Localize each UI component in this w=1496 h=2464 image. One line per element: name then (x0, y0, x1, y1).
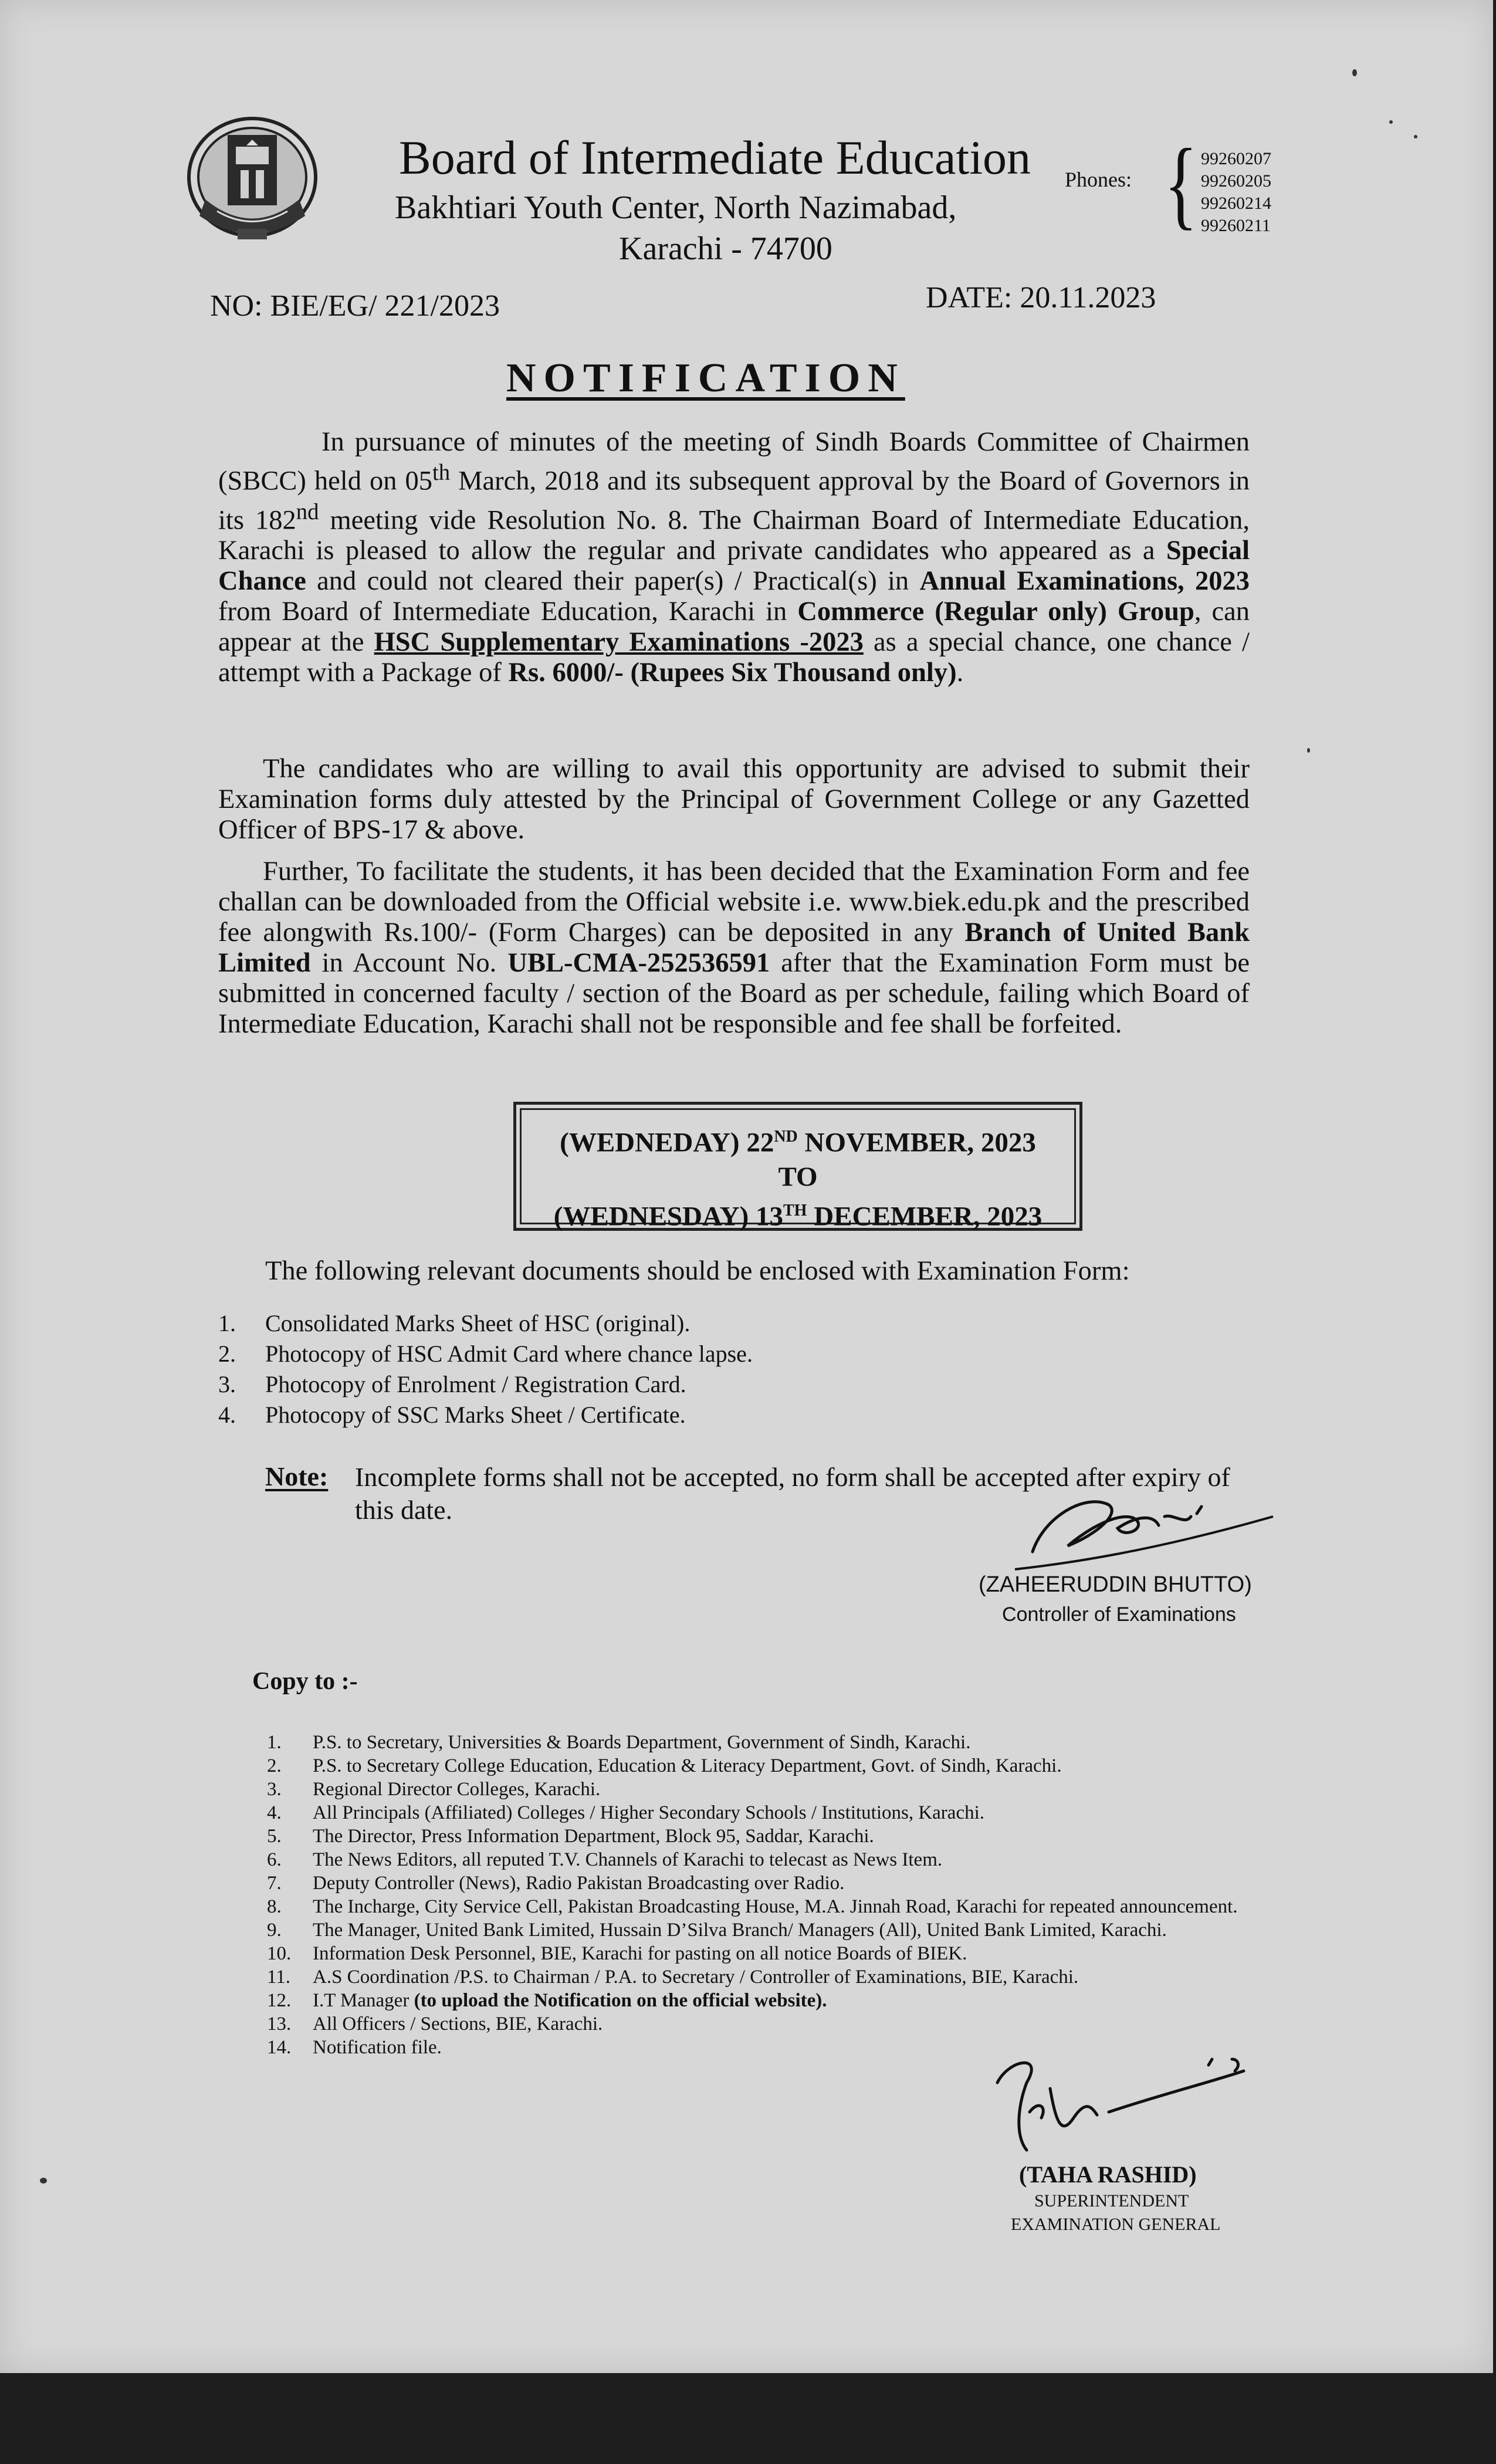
phones-label: Phones: (1065, 168, 1132, 191)
paragraph-2: The candidates who are willing to avail this opportunity are advised to submit their Examination forms duly attested by the Principal of Government College or any Gazetted Officer of BPS-17 & above. (218, 754, 1250, 845)
notification-title: NOTIFICATION (506, 356, 905, 401)
scan-speck (1352, 69, 1357, 76)
list-item: 2. P.S. to Secretary College Education, Education & Literacy Department, Govt. of Sindh, Karachi. (267, 1755, 1062, 1776)
copy-to-heading: Copy to :- (252, 1668, 358, 1695)
superintendent-title: SUPERINTENDENT (1034, 2191, 1189, 2211)
list-item: 6. The News Editors, all reputed T.V. Channels of Karachi to telecast as News Item. (267, 1849, 943, 1870)
reference-date: DATE: 20.11.2023 (926, 281, 1156, 314)
list-item: 10. Information Desk Personnel, BIE, Karachi for pasting on all notice Boards of BIEK. (267, 1943, 967, 1964)
list-item: 1. Consolidated Marks Sheet of HSC (original). (218, 1310, 691, 1336)
list-item: 1. P.S. to Secretary, Universities & Boards Department, Government of Sindh, Karachi. (267, 1732, 971, 1753)
superintendent-name: (TAHA RASHID) (1019, 2161, 1197, 2188)
paragraph-1: In pursuance of minutes of the meeting of Sindh Boards Committee of Chairmen (SBCC) held on 05th March, 2018 and its subsequent approval by the Board of Governors in its 182nd meeting vide Resolution No. 8. The Chairman Board of Intermediate Education, Karachi is pleased to allow the regular and private candidates who appeared as a Special Chance and could not cleared their paper(s) / Practical(s) in Annual Examinations, 2023 from Board of Intermediate Education, Karachi in Commerce (Regular only) Group, can appear at the HSC Supplementary Examinations -2023 as a special chance, one chance / attempt with a Package of Rs. 6000/- (Rupees Six Thousand only). (218, 427, 1250, 688)
schedule-to: TO (778, 1161, 818, 1192)
list-item: 2. Photocopy of HSC Admit Card where chance lapse. (218, 1341, 753, 1367)
controller-name: (ZAHEERUDDIN BHUTTO) (979, 1572, 1252, 1597)
superintendent-signature (974, 2047, 1255, 2165)
controller-signature (997, 1481, 1291, 1587)
board-name: Board of Intermediate Education (399, 131, 1031, 184)
scan-speck (1414, 135, 1417, 138)
list-item: 11. A.S Coordination /P.S. to Chairman / P.A. to Secretary / Controller of Examinations, BIE, Karachi. (267, 1967, 1079, 1988)
controller-title: Controller of Examinations (1002, 1603, 1236, 1626)
scan-speck (1307, 748, 1310, 753)
list-item: 3. Photocopy of Enrolment / Registration Card. (218, 1371, 686, 1397)
paragraph-3: Further, To facilitate the students, it has been decided that the Examination Form and fee challan can be downloaded from the Official website i.e. www.biek.edu.pk and the prescribed fee alongwith Rs.100/- (Form Charges) can be deposited in any Branch of United Bank Limited in Account No. UBL-CMA-252536591 after that the Examination Form must be submitted in concerned faculty / section of the Board as per schedule, failing which Board of Intermediate Education, Karachi shall not be responsible and fee shall be forfeited. (218, 857, 1250, 1039)
scan-speck (1389, 120, 1393, 124)
scan-background (0, 2373, 1496, 2464)
note-text: Incomplete forms shall not be accepted, no form shall be accepted after expiry of this date. (355, 1462, 1230, 1525)
list-item: 8. The Incharge, City Service Cell, Pakistan Broadcasting House, M.A. Jinnah Road, Karachi for repeated announcement. (267, 1896, 1238, 1917)
phone-number: 99260205 (1201, 171, 1271, 191)
list-item: 14. Notification file. (267, 2037, 442, 2058)
phone-number: 99260211 (1201, 216, 1271, 235)
phone-number: 99260214 (1201, 194, 1271, 213)
address-line-2: Karachi - 74700 (619, 231, 832, 267)
board-emblem-logo (182, 111, 323, 258)
list-item: 5. The Director, Press Information Department, Block 95, Saddar, Karachi. (267, 1826, 874, 1847)
list-item: 7. Deputy Controller (News), Radio Pakistan Broadcasting over Radio. (267, 1873, 845, 1894)
reference-number: NO: BIE/EG/ 221/2023 (210, 289, 500, 323)
schedule-end: (WEDNESDAY) 13TH DECEMBER, 2023 (553, 1201, 1043, 1232)
schedule-start: (WEDNEDAY) 22ND NOVEMBER, 2023 (560, 1127, 1036, 1158)
scan-speck (40, 2178, 47, 2184)
list-item: 3. Regional Director Colleges, Karachi. (267, 1779, 601, 1800)
address-line-1: Bakhtiari Youth Center, North Nazimabad, (395, 189, 957, 226)
list-item: 13. All Officers / Sections, BIE, Karachi. (267, 2013, 603, 2035)
schedule-date-box (513, 1102, 1082, 1231)
phone-number: 99260207 (1201, 149, 1271, 168)
copy-to-list (267, 1731, 1238, 2059)
documents-intro: The following relevant documents should be enclosed with Examination Form: (265, 1256, 1130, 1286)
phones-brace: { (1164, 128, 1198, 239)
superintendent-department: EXAMINATION GENERAL (1011, 2215, 1221, 2234)
documents-list (218, 1308, 753, 1430)
list-item: 4. Photocopy of SSC Marks Sheet / Certificate. (218, 1402, 686, 1428)
list-item: 9. The Manager, United Bank Limited, Hussain D’Silva Branch/ Managers (All), United Bank Limited, Karachi. (267, 1920, 1167, 1941)
note-label: Note: (265, 1461, 329, 1491)
list-item: 4. All Principals (Affiliated) Colleges / Higher Secondary Schools / Institutions, Karachi. (267, 1802, 985, 1823)
list-item: 12. I.T Manager (to upload the Notification on the official website). (267, 1990, 827, 2011)
phones-list (1201, 148, 1271, 237)
